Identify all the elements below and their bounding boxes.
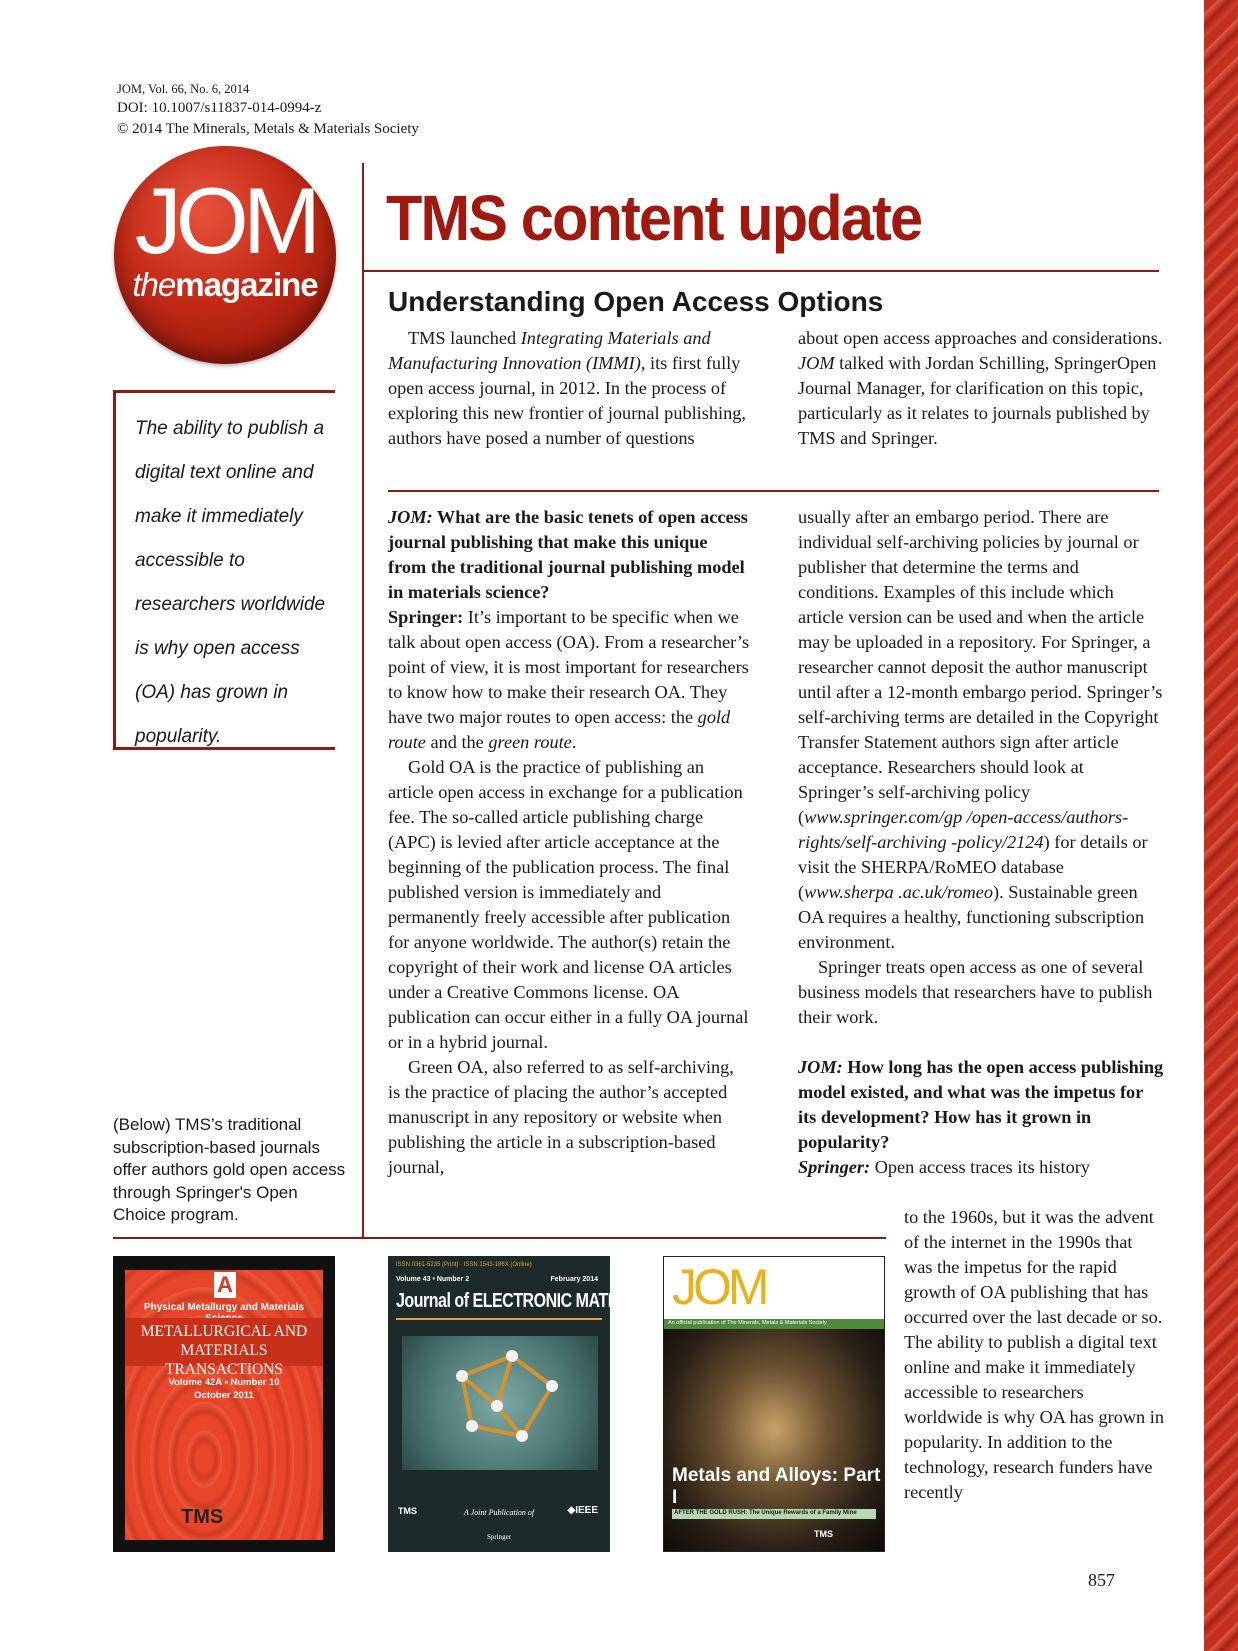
pull-quote-box (113, 390, 335, 750)
cover-caption: (Below) TMS’s traditional subscription-based journals offer authors gold open access through Springer's Open Choice program. (113, 1115, 346, 1224)
cover2-ieee-logo: ◆IEEE (567, 1505, 598, 1516)
gold-oa-paragraph: Gold OA is the practice of publishing an article open access in exchange for a publication fee. The so-called article publishing charge (APC) is levied after article acceptance at the beginning of the publication process. The final published version is immediately and permanently freely accessible after publication for anyone worldwide. The author(s) retain the copyright of their work and license OA articles under a Creative Commons license. OA publication can occur either in a fully OA journal or in a hybrid journal. (388, 757, 749, 1052)
logo-jom-text: JOM (134, 168, 316, 273)
cover3-tms-logo: TMS (814, 1529, 833, 1539)
pull-quote: The ability to publish a digital text online and make it immediately accessible to researchers worldwide is why open access (OA) has grown in popularity. (135, 418, 326, 747)
a1-label: Springer: (388, 607, 464, 627)
self-archiving-text-c: ). Sustainable green OA requires a healthy, functioning subscription environment. (798, 882, 1145, 952)
cover2-rule (396, 1318, 602, 1320)
journal-line: JOM, Vol. 66, No. 6, 2014 (117, 82, 250, 96)
sherpa-url[interactable]: www.sherpa .ac.uk/romeo (804, 882, 993, 902)
q2-text: How long has the open access publishing model existed, and what was the impetus for its development? How has it grown in popularity? (798, 1057, 1164, 1152)
springer-policy-url[interactable]: www.springer.com/gp /open-access/authors-rights/self-archiving -policy/2124 (798, 807, 1129, 852)
cover1-tms-logo: TMS (181, 1506, 224, 1528)
cover3-jom-logo: JOM (672, 1259, 766, 1315)
vertical-rule (362, 163, 364, 1239)
cover2-date: February 2014 (550, 1276, 598, 1283)
intro-right-italic: JOM (798, 353, 835, 373)
cover1-volume-text: Volume 42A • Number 10 (168, 1377, 280, 1388)
cover1-title: METALLURGICAL AND MATERIALS TRANSACTIONS (140, 1323, 308, 1378)
cover2-issn: ISSN 0361-5235 (Print) · ISSN 1543-186X (Online) (396, 1262, 532, 1268)
gold-route-term: gold route (388, 707, 731, 752)
cover2-springer: Springer (486, 1533, 512, 1541)
page-title: TMS content update (386, 182, 922, 254)
cover2-joint: A Joint Publication of (463, 1508, 535, 1517)
cover-jom (663, 1256, 885, 1552)
a1-connector: and the (425, 732, 489, 752)
page-number: 857 (1088, 1570, 1115, 1590)
q1-label: JOM: (388, 507, 433, 527)
green-route-term: green route (488, 732, 572, 752)
cover-metallurgical-transactions (113, 1256, 335, 1552)
article-meta (117, 80, 419, 140)
a2-label: Springer: (798, 1157, 871, 1177)
body-right-column (798, 505, 1164, 1180)
cover2-crystal-image (402, 1336, 598, 1470)
business-models-paragraph: Springer treats open access as one of several business models that researchers have to publish their work. (798, 957, 1153, 1027)
article-subtitle: Understanding Open Access Options (388, 286, 884, 317)
intro-left-text-a: TMS launched (408, 328, 521, 348)
intro-right-column (798, 326, 1164, 451)
self-archiving-text-b: ) for details or visit the SHERPA/RoMEO database ( (798, 832, 1148, 902)
cover3-headline: Metals and Alloys: Part I (672, 1465, 881, 1508)
q2-label: JOM: (798, 1057, 843, 1077)
cover-electronic-materials (388, 1256, 664, 1552)
logo-the: the (132, 266, 176, 303)
intro-left-italic: Integrating Materials and Manufacturing Innovation (IMMI) (388, 328, 711, 373)
intro-rule (388, 490, 1159, 492)
copyright: © 2014 The Minerals, Metals & Materials Society (117, 121, 419, 137)
intro-left-text-b: , its first fully open access journal, in 2012. In the process of exploring this new frontier of journal publishing, authors have posed a number of questions (388, 353, 746, 448)
intro-left-column (388, 326, 750, 451)
jom-logo (114, 146, 336, 364)
caption-rule (113, 1237, 886, 1239)
cover2-tms-logo: TMS (398, 1506, 417, 1516)
q1-text: What are the basic tenets of open access journal publishing that make this unique from the traditional journal publishing model in materials science? (388, 507, 748, 602)
body-left-column (388, 505, 750, 1180)
green-oa-paragraph: Green OA, also referred to as self-archiving, is the practice of placing the author’s accepted manuscript in any repository or website when publishing the article in a subscription-based journal, (388, 1057, 734, 1177)
cover1-subject: Physical Metallurgy and Materials (143, 1302, 305, 1313)
decorative-red-edge (1204, 0, 1238, 1651)
cover3-tagline: An official publication of The Minerals, Metals & Materials Society (668, 1320, 827, 1326)
self-archiving-text-a: usually after an embargo period. There are individual self-archiving policies by journal or publisher that determine the terms and conditions. Examples of this include which article version can be used and when the article may be uploaded in a repository. For Springer, a researcher cannot deposit the author manuscript until after a 12-month embargo period. Springer’s self-archiving terms are detailed in the Copyright Transfer Statement authors sign after article acceptance. Researchers should look at Springer’s self-archiving policy ( (798, 507, 1163, 827)
a2-continued: to the 1960s, but it was the advent of the internet in the 1990s that was the impetus for the rapid growth of OA publishing that has occurred over the last decade or so. The ability to publish a digital text online and make it immediately accessible to researchers worldwide is why OA has grown in popularity. In addition to the technology, research funders have recently (904, 1207, 1164, 1502)
cover2-title: Journal of ELECTRONIC MATERIALS (396, 1290, 664, 1312)
cover1-letter: A (214, 1272, 236, 1298)
cover3-strip-text: AFTER THE GOLD RUSH: The Unique Rewards of a Family Mine (674, 1510, 857, 1516)
body-right-wrap-column (904, 1205, 1164, 1505)
intro-right-text-a: about open access approaches and considerations. (798, 328, 1163, 348)
logo-magazine-text (114, 266, 336, 304)
cover2-volume: Volume 43 • Number 2 (396, 1276, 470, 1283)
crystal-structure-icon (402, 1336, 598, 1470)
a1-period: . (571, 732, 577, 752)
cover1-date: October 2011 (194, 1390, 254, 1401)
title-rule (362, 270, 1159, 272)
doi: DOI: 10.1007/s11837-014-0994-z (117, 100, 322, 116)
logo-magazine: magazine (175, 266, 318, 303)
a1-text: It’s important to be specific when we talk about open access (OA). From a researcher’s point of view, it is most important for researchers to know how to make their research OA. They have two major routes to open access: the (388, 607, 750, 727)
intro-right-text-b: talked with Jordan Schilling, SpringerOpen Journal Manager, for clarification on this topic, particularly as it relates to journals published by TMS and Springer. (798, 353, 1157, 448)
a2-first-line: Open access traces its history (870, 1157, 1090, 1177)
cover1-volume (125, 1376, 323, 1402)
